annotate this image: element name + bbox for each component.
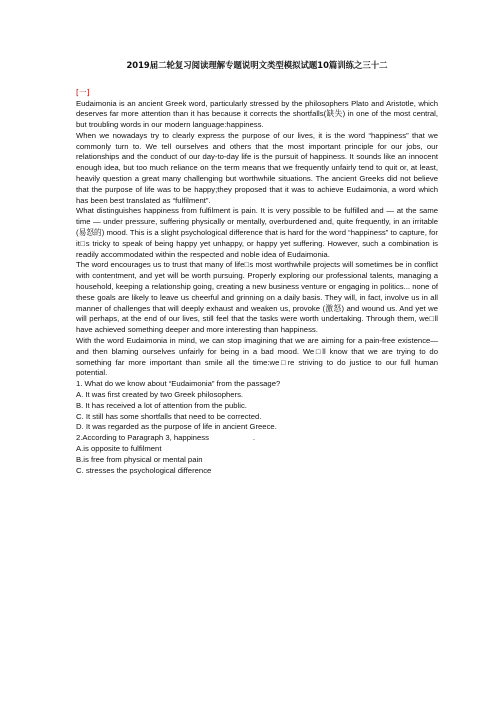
question-1-option-d: D. It was regarded as the purpose of life in ancient Greece.	[76, 422, 277, 432]
paragraph-3: What distinguishes happiness from fulfilment is pain. It is very possible to be fulfilled and — at the same time — under pressure, suffering physically or mentally, overburdened and, quite frequently, in an irritable (易怒的) mood. This is a slight psychological difference that is hard for the word “happiness” to capture, for it□s tricky to speak of being happy yet unhappy, or happy yet suffering. However, such a combination is readily accommodated within the respected and noble idea of Eudaimonia.	[76, 206, 438, 259]
section-label: [一]	[76, 88, 90, 97]
question-2-option-a: A.is opposite to fulfilment	[76, 444, 162, 453]
question-1-stem: 1. What do we know about “Eudaimonia” from the passage?	[76, 379, 281, 389]
question-2-stem-tail: .	[252, 433, 256, 443]
document-title: 2019届二轮复习阅读理解专题说明文类型模拟试题10篇训练之三十二	[126, 60, 388, 70]
question-1	[76, 379, 438, 433]
paragraph-1: Eudaimonia is an ancient Greek word, particularly stressed by the philosophers Plato and Aristotle, which deserves far more attention than it has because it corrects the shortfalls(缺失) in one of the most central, but troubling words in our modern language:happiness.	[76, 98, 438, 130]
paragraph-4: The word encourages us to trust that many of life□s most worthwhile projects will sometimes be in conflict with contentment, and yet will be worth pursuing. Properly exploring our professional talents, managing a household, keeping a relationship going, creating a new business venture or engaging in politics... none of these goals are likely to leave us cheerful and grinning on a daily basis. They will, in fact, involve us in all manner of challenges that will deeply exhaust and weaken us, provoke (激怒) and wound us. And yet we will perhaps, at the end of our lives, still feel that the tasks were worth undertaking. Through them, we□ll have achieved something deeper and more interesting than happiness.	[76, 260, 438, 335]
question-2-option-b: B.is free from physical or mental pain	[76, 454, 203, 464]
question-1-option-c: C. It still has some shortfalls that need to be corrected.	[76, 411, 262, 421]
question-2-option-c: C. stresses the psychological difference	[76, 465, 212, 475]
question-2-stem-line	[76, 433, 438, 444]
passage	[76, 99, 438, 380]
question-1-option-b: B. It has received a lot of attention from the public.	[76, 400, 247, 410]
question-1-option-a: A. It was first created by two Greek philosophers.	[76, 390, 244, 400]
question-2-stem: 2.According to Paragraph 3, happiness	[76, 433, 209, 443]
question-2	[76, 433, 438, 476]
paragraph-2: When we nowadays try to clearly express the purpose of our lives, it is the word “happiness” that we commonly turn to. We tell ourselves and others that the most important principle for our jobs, our relationships and the conduct of our day-to-day life is the pursuit of happiness. It sounds like an innocent enough idea, but too much reliance on the term means that we frequently unfairly tend to quit or, at least, heavily question a great many challenging but worthwhile situations. The ancient Greeks did not believe that the purpose of life was to be happy;they proposed that it was to achieve Eudaimonia, a word which has been best translated as “fulfilment”.	[76, 130, 438, 205]
paragraph-5: With the word Eudaimonia in mind, we can stop imagining that we are aiming for a pain-free existence—and then blaming ourselves unfairly for being in a bad mood. We□ll know that we are trying to do something far more important than smile all the time:we□re striving to do justice to our full human potential.	[76, 336, 438, 378]
